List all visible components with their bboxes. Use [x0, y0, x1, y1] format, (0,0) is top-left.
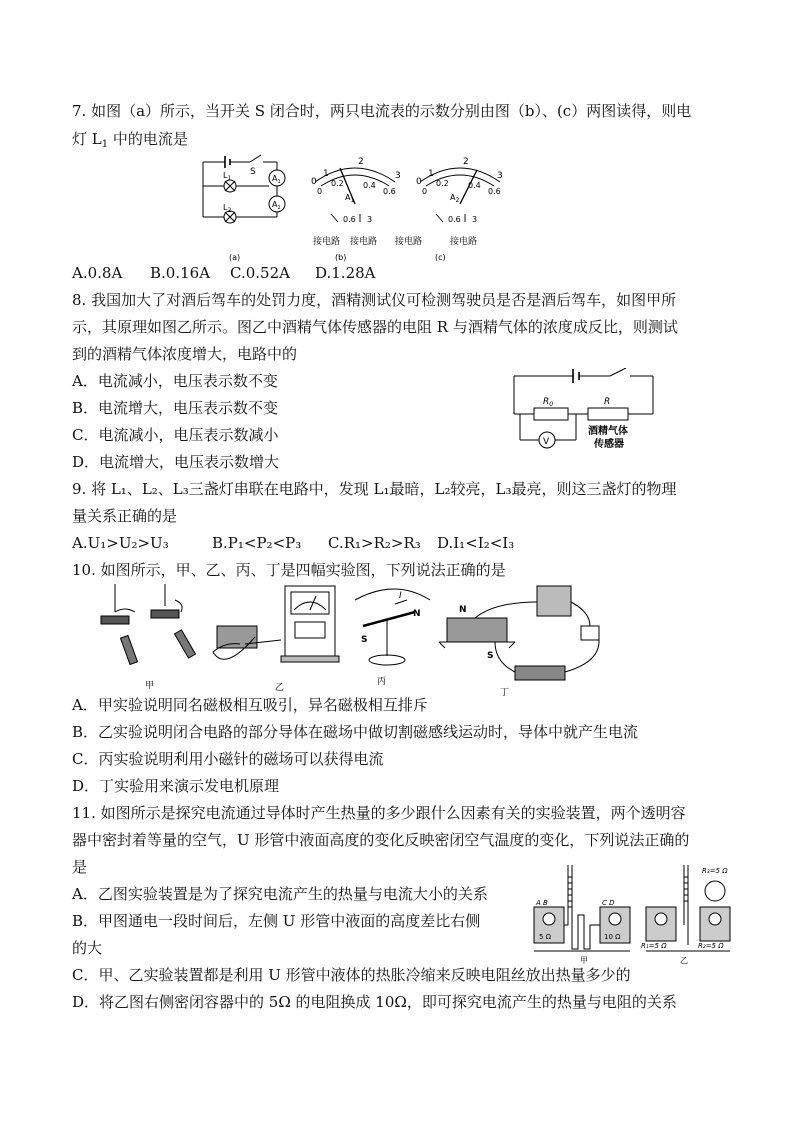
- q10-option-b: B．乙实验说明闭合电路的部分导体在磁场中做切割磁感线运动时，导体中就产生电流: [72, 723, 639, 741]
- q10-fig-jia: [101, 584, 195, 665]
- q7-caption-b: (b): [335, 253, 347, 262]
- q10-ding-s: S: [487, 651, 494, 661]
- q11-option-a: A．乙图实验装置是为了探究电流产生的热量与电流大小的关系: [72, 885, 488, 903]
- q7-ammeter-a1-label: $A_1$: [272, 174, 281, 185]
- q8-option-d: D．电流增大，电压表示数增大: [72, 453, 280, 471]
- q7-c-tick-02: 0.2: [436, 179, 449, 188]
- q11-stem-line-1: 11. 如图所示是探究电流通过导体时产生热量的多少跟什么因素有关的实验装置，两个透明容: [72, 804, 686, 822]
- q11-stem-line-2: 器中密封着等量的空气，U 形管中液面高度的变化反映密闭空气温度的变化，下列说法正确的: [72, 831, 690, 849]
- q8-voltmeter-label: V: [543, 437, 550, 447]
- q10-ding-n: N: [459, 605, 467, 615]
- q7-switch-label: S: [250, 167, 256, 177]
- q7-circuit-a: [203, 155, 285, 223]
- q7-c-term-06: 0.6: [448, 215, 461, 224]
- q11-label-jia: 甲: [580, 956, 588, 965]
- q10-option-d: D．丁实验用来演示发电机原理: [72, 777, 280, 795]
- q10-option-a: A．甲实验说明同名磁极相互吸引，异名磁极相互排斥: [72, 696, 428, 714]
- q7-option-d: D.1.28A: [315, 264, 376, 282]
- q11-yi-r1: R₁=5 Ω: [641, 942, 667, 950]
- q7-c-connect-left: 接电路: [395, 237, 423, 247]
- q11-jia-r10: 10 Ω: [604, 933, 621, 941]
- q7-b-connect-right: 接电路: [350, 237, 378, 247]
- q11-figure: [528, 855, 733, 965]
- q10-bing-i: I: [399, 591, 402, 601]
- q7-b-tick-0: 0: [311, 177, 317, 187]
- q7-ammeter-a2-label: $A_2$: [272, 200, 281, 211]
- q7-b-unit: $A_1$: [345, 193, 355, 204]
- q11-jia-ab: A B: [536, 899, 548, 907]
- q7-b-tick-1: 1: [323, 169, 329, 179]
- q11-yi-r2: R₂=5 Ω: [698, 942, 724, 950]
- q8-sensor-label-1: 酒精气体: [588, 426, 628, 437]
- q7-b-tick-2: 2: [358, 157, 364, 167]
- q11-jia-cd: C D: [602, 899, 615, 907]
- q9-stem-line-1: 9. 将 L₁、L₂、L₃三盏灯串联在电路中，发现 L₁最暗，L₂较亮，L₃最亮，则这三盏灯的物理: [72, 480, 677, 498]
- q7-c-tick-s0: 0: [422, 187, 428, 196]
- q9-option-d: D.I₁<I₂<I₃: [437, 534, 515, 552]
- q8-stem-line-2: 示，其原理如图乙所示。图乙中酒精气体传感器的电阻 R 与酒精气体的浓度成反比，则测试: [72, 318, 678, 336]
- q7-c-tick-2: 2: [463, 157, 469, 167]
- q11-fig-yi: [646, 865, 730, 951]
- q7-b-tick-06: 0.6: [383, 187, 396, 196]
- q7-c-tick-1: 1: [428, 169, 434, 179]
- q10-stem: 10. 如图所示，甲、乙、丙、丁是四幅实验图，下列说法正确的是: [72, 561, 506, 579]
- q7-lamp-l1-label: $L_1$: [223, 171, 232, 182]
- q8-option-c: C．电流减小，电压表示数减小: [72, 426, 279, 444]
- q9-option-b: B.P₁<P₂<P₃: [212, 534, 302, 552]
- q10-fig-yi: [213, 586, 339, 662]
- q10-bing-s: S: [361, 635, 368, 645]
- q11-jia-r5: 5 Ω: [539, 933, 552, 941]
- q7-c-tick-04: 0.4: [468, 181, 481, 190]
- q8-stem-line-3: 到的酒精气体浓度增大，电路中的: [72, 345, 298, 363]
- q11-option-b-line-1: B．甲图通电一段时间后，左侧 U 形管中液面的高度差比右侧: [72, 912, 481, 930]
- q7-c-connect-right: 接电路: [450, 237, 478, 247]
- q7-lamp-l2-label: $L_2$: [223, 203, 232, 214]
- q11-option-c: C．甲、乙实验装置都是利用 U 形管中液体的热胀冷缩来反映电阻丝放出热量多少的: [72, 966, 631, 984]
- q7-b-connect-left: 接电路: [313, 237, 341, 247]
- q8-sensor-label-2: 传感器: [594, 439, 624, 450]
- q7-stem-line-2: 灯 $L_1$ 中的电流是: [72, 130, 188, 150]
- q7-c-tick-3: 3: [497, 171, 503, 181]
- q7-stem-line-1: 7. 如图（a）所示，当开关 S 闭合时，两只电流表的示数分别由图（b）、(c）两图读得，则电: [72, 102, 692, 120]
- q7-option-c: C.0.52A: [230, 264, 290, 282]
- q7-b-tick-s0: 0: [317, 187, 323, 196]
- q7-c-term-3: 3: [472, 215, 478, 224]
- q8-option-b: B．电流增大，电压表示数不变: [72, 399, 279, 417]
- q8-r-label: R: [604, 397, 611, 407]
- q11-stem-line-3: 是: [72, 858, 88, 876]
- q11-label-yi: 乙: [680, 956, 688, 965]
- q7-c-unit: $A_2$: [450, 193, 460, 204]
- q9-stem-line-2: 量关系正确的是: [72, 507, 178, 525]
- q7-option-a: A.0.8A: [72, 264, 123, 282]
- q7-option-b: B.0.16A: [150, 264, 211, 282]
- q10-label-bing: 丙: [377, 677, 387, 687]
- q11-yi-r3: R₃=5 Ω: [702, 867, 728, 875]
- q10-label-jia: 甲: [145, 681, 155, 691]
- q11-option-b-line-2: 的大: [72, 939, 103, 957]
- q8-option-a: A．电流减小，电压表示数不变: [72, 372, 278, 390]
- q10-label-yi: 乙: [275, 683, 285, 693]
- q7-b-term-06: 0.6: [343, 215, 356, 224]
- q10-bing-n: N: [413, 609, 421, 619]
- q7-b-tick-04: 0.4: [363, 181, 376, 190]
- q10-fig-ding: [439, 586, 599, 680]
- q7-b-term-3: 3: [367, 215, 373, 224]
- q7-b-tick-02: 0.2: [331, 179, 344, 188]
- q8-circuit-figure: [510, 368, 660, 458]
- q11-option-d: D．将乙图右侧密闭容器中的 5Ω 的电阻换成 10Ω，即可探究电流产生的热量与电阻的关系: [72, 993, 677, 1011]
- q10-label-ding: 丁: [500, 688, 510, 697]
- q7-b-tick-3: 3: [395, 171, 401, 181]
- q7-caption-a: (a): [229, 253, 241, 262]
- q7-caption-c: (c): [435, 253, 446, 262]
- q9-option-a: A.U₁>U₂>U₃: [72, 534, 169, 552]
- q7-c-tick-0: 0: [416, 177, 422, 187]
- q10-option-c: C．丙实验说明利用小磁针的磁场可以获得电流: [72, 750, 384, 768]
- q7-c-tick-06: 0.6: [488, 187, 501, 196]
- q7-figure: [195, 150, 505, 265]
- q10-fig-bing: [355, 589, 430, 665]
- q9-option-c: C.R₁>R₂>R₃: [328, 534, 421, 552]
- q8-r0-label: $R_0$: [543, 397, 554, 408]
- q10-figure: [95, 582, 605, 697]
- q8-stem-line-1: 8. 我国加大了对酒后驾车的处罚力度，酒精测试仪可检测驾驶员是否是酒后驾车，如图甲所: [72, 291, 677, 309]
